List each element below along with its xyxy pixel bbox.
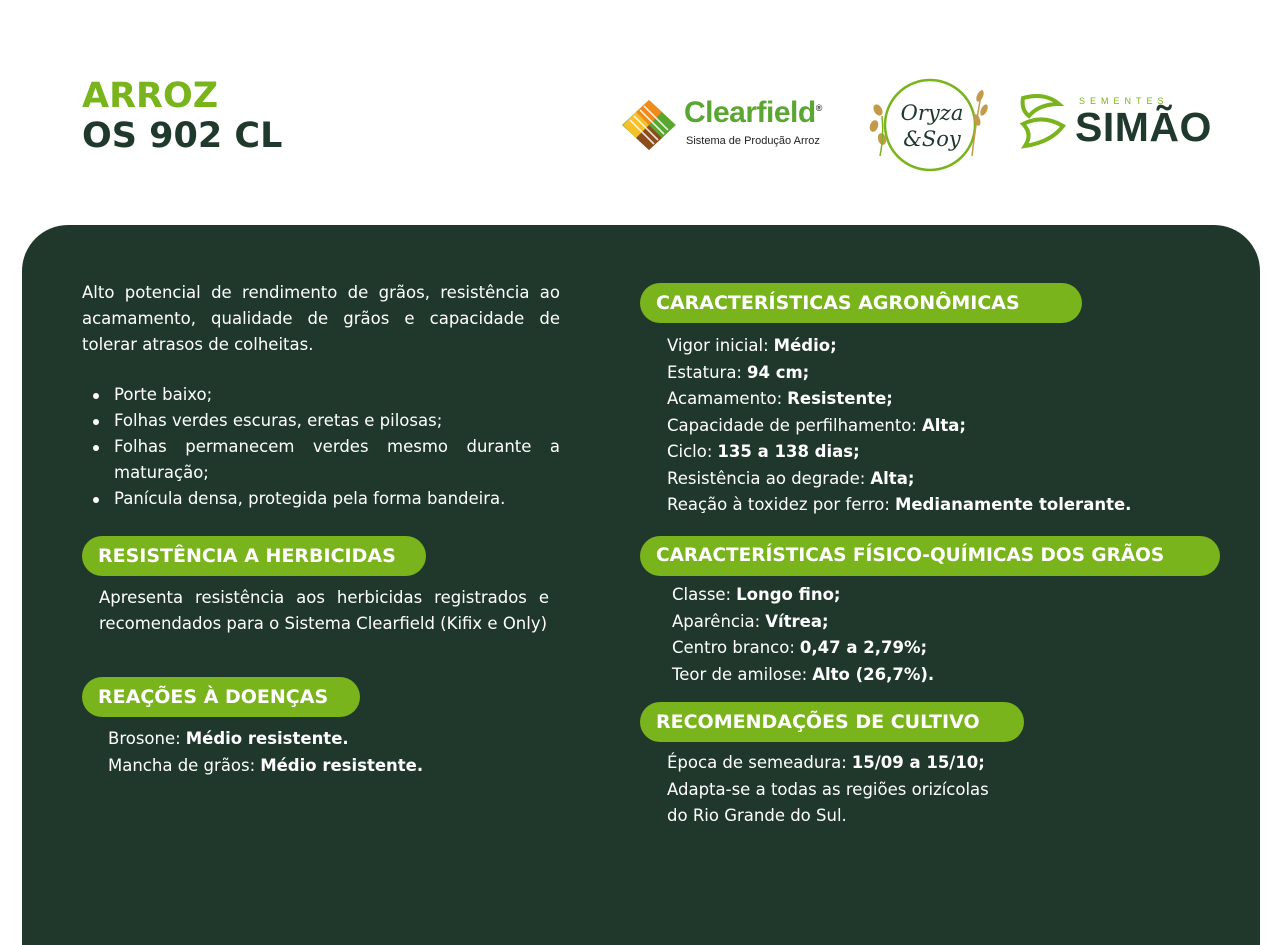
list-item: Folhas verdes escuras, eretas e pilosas; xyxy=(84,408,560,434)
agronomica-row: Ciclo: 135 a 138 dias; xyxy=(667,442,860,461)
agronomica-row: Capacidade de perfilhamento: Alta; xyxy=(667,415,967,435)
cultivo-list xyxy=(667,750,989,830)
svg-text:Oryza: Oryza xyxy=(900,101,964,125)
feature-list xyxy=(84,382,560,512)
simao-leaf-icon xyxy=(1015,90,1071,156)
fisico-quimica-row: Centro branco: 0,47 a 2,79%; xyxy=(672,638,928,657)
title-crop: ARROZ xyxy=(82,76,219,116)
doencas-heading: REAÇÕES À DOENÇAS xyxy=(82,677,360,717)
simao-tagline: SEMENTES xyxy=(1079,96,1169,106)
clearfield-emblem-icon xyxy=(620,98,678,152)
fisico-quimicas-list xyxy=(672,582,934,688)
fisico-quimicas-heading: CARACTERÍSTICAS FÍSICO-QUÍMICAS DOS GRÃOS xyxy=(640,536,1220,576)
agronomicas-list xyxy=(667,333,1131,519)
clearfield-wordmark: Clearfield® xyxy=(684,96,822,129)
svg-text:&Soy: &Soy xyxy=(903,127,961,151)
agronomica-row: Acamamento: Resistente; xyxy=(667,389,893,408)
list-item: Panícula densa, protegida pela forma bandeira. xyxy=(84,486,560,512)
cultivo-text-line: do Rio Grande do Sul. xyxy=(667,806,847,825)
agronomicas-heading: CARACTERÍSTICAS AGRONÔMICAS xyxy=(640,283,1082,323)
fisico-quimica-row: Teor de amilose: Alto (26,7%). xyxy=(672,664,935,684)
list-item: Porte baixo; xyxy=(84,382,560,408)
oryza-soy-logo xyxy=(864,76,994,174)
clearfield-subtitle: Sistema de Produção Arroz xyxy=(686,135,820,147)
title-cultivar: OS 902 CL xyxy=(82,116,283,156)
cultivo-heading: RECOMENDAÇÕES DE CULTIVO xyxy=(640,702,1024,742)
herbicidas-text: Apresenta resistência aos herbicidas registrados e recomendados para o Sistema Clearfield (Kifix e Only) xyxy=(99,588,549,633)
doencas-list xyxy=(108,726,423,779)
herbicidas-heading: RESISTÊNCIA A HERBICIDAS xyxy=(82,536,426,576)
oryza-soy-emblem-icon xyxy=(864,76,994,174)
fisico-quimica-row: Classe: Longo fino; xyxy=(672,585,841,604)
info-panel xyxy=(22,225,1260,945)
cultivo-text-line: Adapta-se a todas as regiões orizícolas xyxy=(667,779,989,799)
fisico-quimica-row: Aparência: Vítrea; xyxy=(672,611,829,631)
clearfield-logo xyxy=(620,98,845,153)
agronomica-row: Reação à toxidez por ferro: Medianamente tolerante. xyxy=(667,495,1132,514)
agronomica-row: Estatura: 94 cm; xyxy=(667,362,810,382)
agronomica-row: Resistência ao degrade: Alta; xyxy=(667,468,915,488)
agronomica-row: Vigor inicial: Médio; xyxy=(667,336,837,355)
sementes-simao-logo xyxy=(1015,88,1225,158)
doenca-row: Brosone: Médio resistente. xyxy=(108,729,349,748)
simao-wordmark: SIMÃO xyxy=(1075,104,1212,150)
page-title xyxy=(82,76,282,156)
cultivo-row: Época de semeadura: 15/09 a 15/10; xyxy=(667,753,985,772)
list-item: Folhas permanecem verdes mesmo durante a maturação; xyxy=(84,434,560,486)
intro-paragraph: Alto potencial de rendimento de grãos, resistência ao acamamento, qualidade de grãos e capacidade de tolerar atrasos de colheitas. xyxy=(82,283,560,354)
doenca-row: Mancha de grãos: Médio resistente. xyxy=(108,755,424,775)
